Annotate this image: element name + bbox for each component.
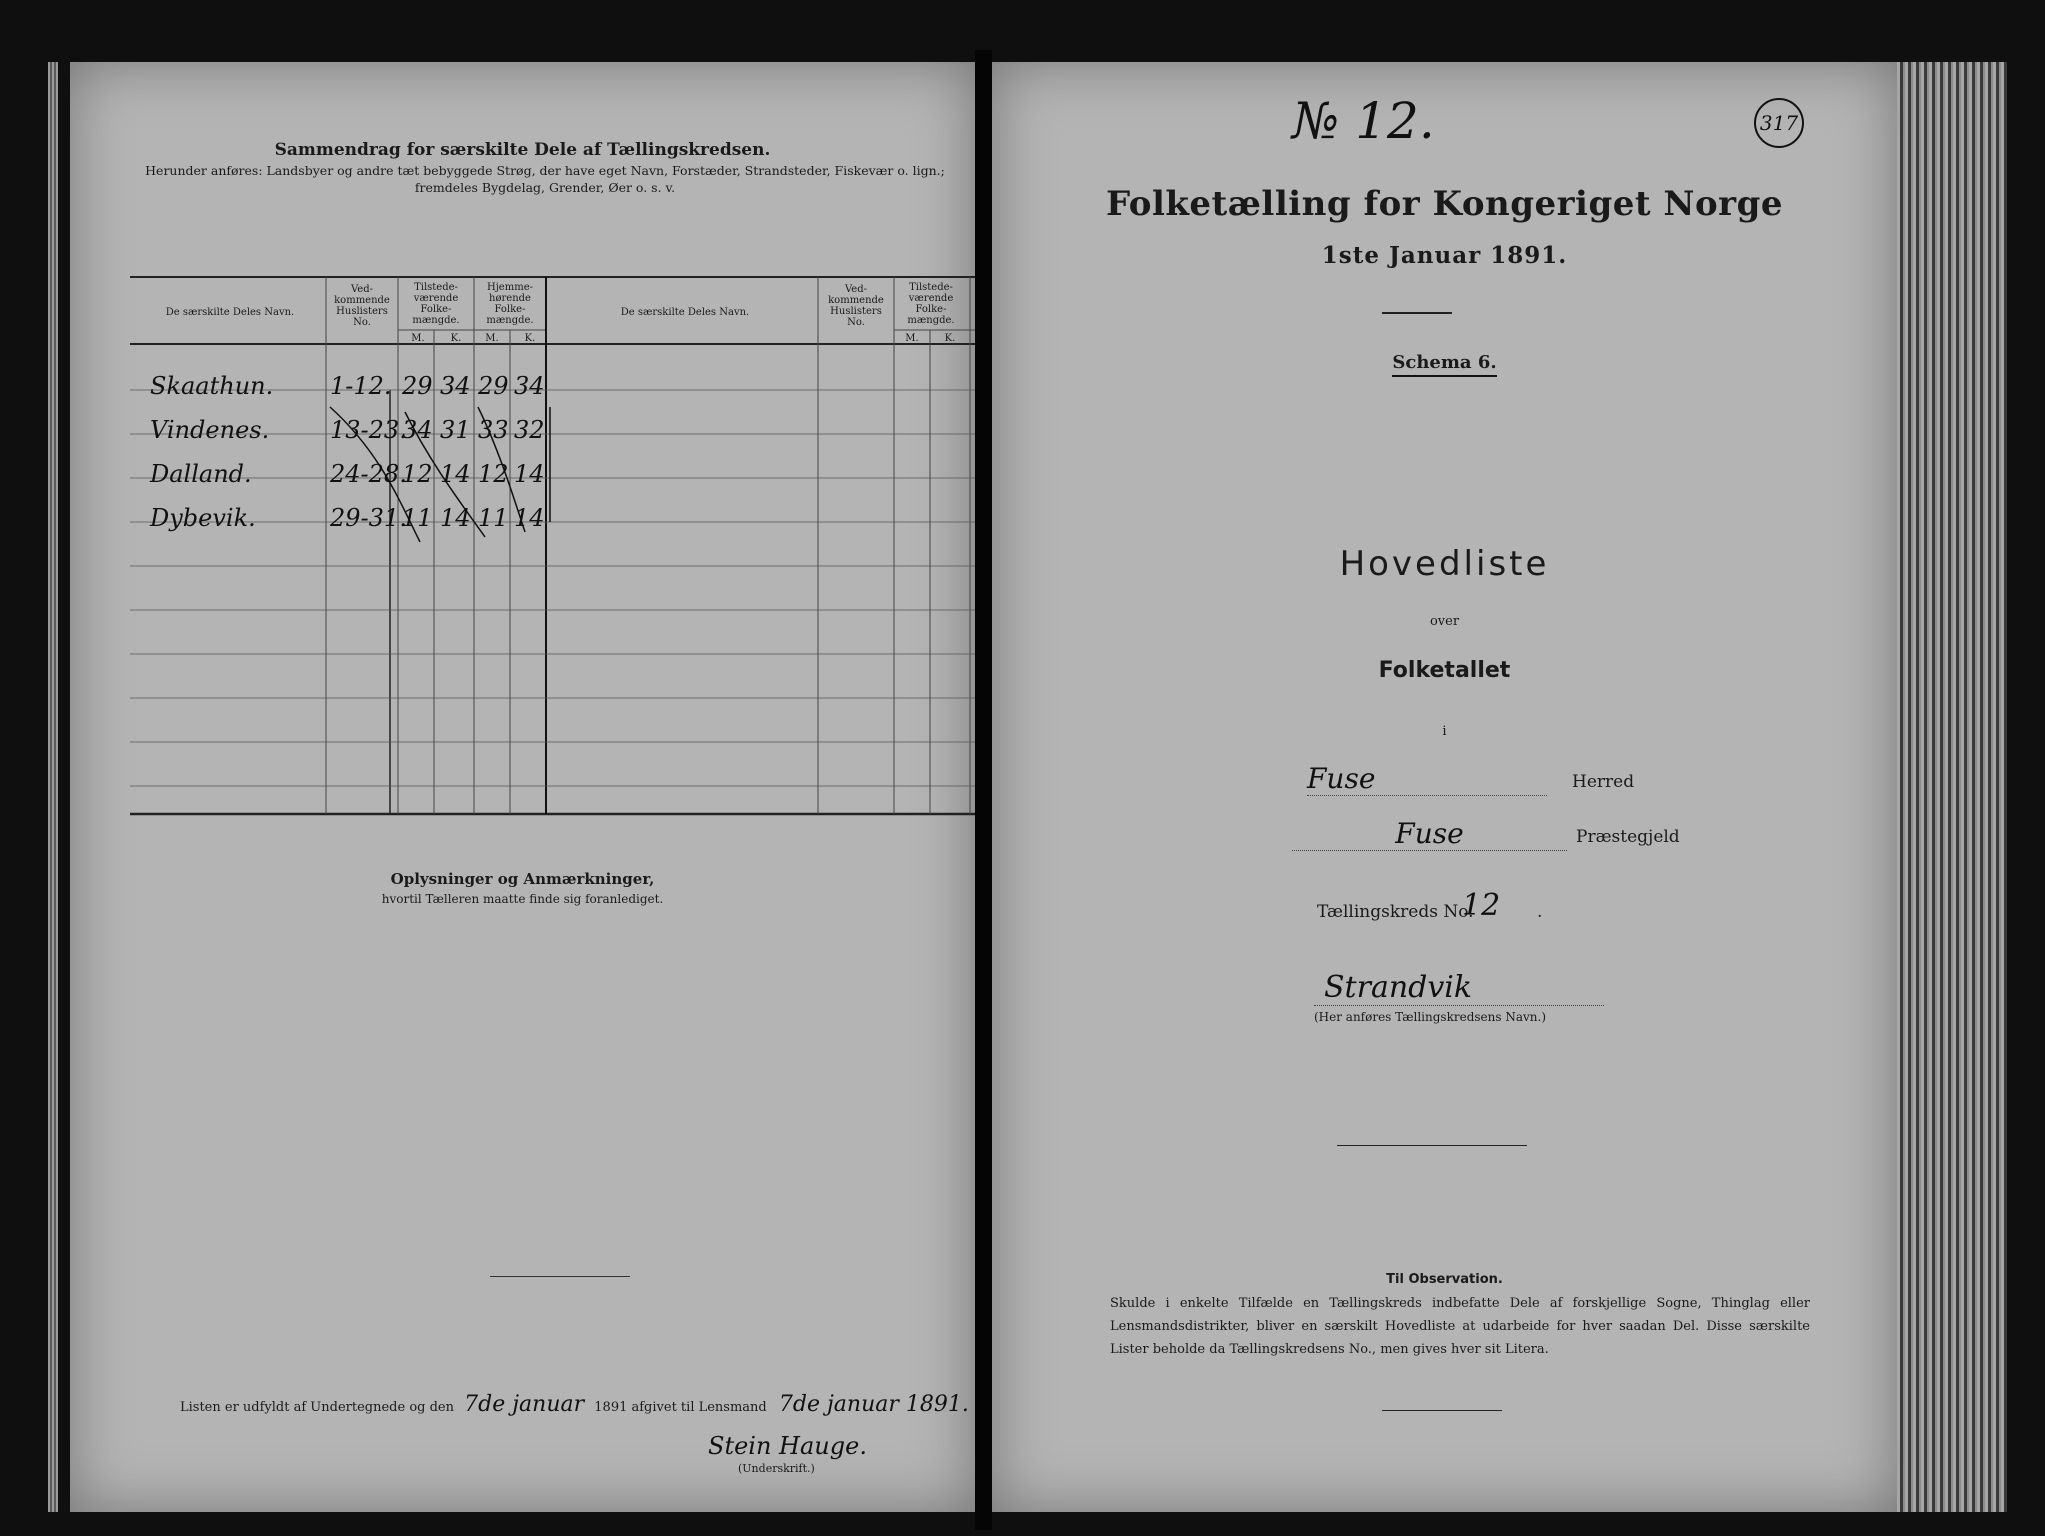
footer-middle: 1891 afgivet til Lensmand	[594, 1400, 767, 1415]
over-text: over	[1429, 614, 1460, 629]
row-household: 13-23.	[330, 416, 407, 444]
row-name: Dalland.	[150, 460, 252, 488]
kreds-dot: .	[1537, 902, 1543, 922]
header-present-m-2: M.	[905, 333, 919, 344]
row-household: 29-31.	[330, 504, 407, 532]
hovedliste-heading: Hovedliste	[1339, 544, 1550, 584]
notes-subtitle: hvortil Tælleren maatte finde sig foranlediget.	[381, 892, 664, 906]
header-present-k-2: K.	[944, 333, 956, 344]
row-resident-m: 12	[478, 460, 509, 488]
row-name: Skaathun.	[150, 372, 274, 400]
summary-subtitle-line1: Herunder anføres: Landsbyer og andre tæt bebyggede Strøg, der have eget Navn, Forstæder, Strandsteder, Fiskevær o. lign.;	[145, 163, 945, 178]
i-text: i	[1442, 724, 1447, 739]
row-resident-k: 32	[514, 416, 545, 444]
footer-line	[180, 1392, 969, 1417]
footer-date1: 7de januar	[464, 1392, 585, 1417]
right-page	[992, 62, 1897, 1512]
header-household-2: Ved-kommende Huslisters No.	[828, 284, 884, 328]
summary-table	[130, 202, 975, 824]
kreds-label: Tællingskreds No.	[1317, 902, 1474, 922]
signature: Stein Hauge.	[708, 1432, 867, 1460]
row-resident-k: 14	[514, 460, 545, 488]
herred-label: Herred	[1572, 772, 1635, 792]
footer-prefix: Listen er udfyldt af Undertegnede og den	[180, 1400, 454, 1415]
header-name-2: De særskilte Deles Navn.	[620, 307, 750, 318]
row-resident-k: 14	[514, 504, 545, 532]
signature-label: (Underskrift.)	[738, 1462, 815, 1475]
row-household: 24-28.	[330, 460, 407, 488]
book-gutter	[975, 50, 992, 1530]
row-resident-k: 34	[514, 372, 545, 400]
header-present-k: K.	[450, 333, 462, 344]
row-present-m: 34	[402, 416, 433, 444]
row-household: 1-12.	[330, 372, 392, 400]
observation-title: Til Observation.	[1386, 1272, 1503, 1287]
left-page	[70, 62, 975, 1512]
folketallet-heading: Folketallet	[1378, 658, 1511, 683]
footer-date2: 7de januar 1891.	[778, 1392, 969, 1417]
herred-field	[1307, 762, 1547, 796]
prestegjeld-label: Præstegjeld	[1576, 827, 1680, 847]
register-number: № 12.	[1292, 92, 1435, 150]
row-present-k: 14	[440, 504, 471, 532]
observation-text: Skulde i enkelte Tilfælde en Tællingskreds indbefatte Dele af forskjellige Sogne, Thinglag eller Lensmandsdistrikter, bliver en særskilt Hovedliste at udarbeide for hver saadan Del. Disse særskilte Lister beholde da Tællingskredsens No., men gives hver sit Litera.	[1110, 1296, 1810, 1357]
schema-text: Schema 6.	[1392, 352, 1496, 377]
row-resident-m: 33	[478, 416, 509, 444]
header-resident: Hjemme-hørende Folke-mængde.	[486, 282, 534, 326]
row-resident-m: 11	[478, 504, 509, 532]
kreds-name: Strandvik	[1324, 970, 1473, 1005]
header-household: Ved-kommende Huslisters No.	[334, 284, 390, 328]
summary-subtitle-line2: fremdeles Bygdelag, Grender, Øer o. s. v.	[414, 180, 676, 195]
summary-title: Sammendrag for særskilte Dele af Tællingskredsen.	[274, 140, 771, 160]
notes-title: Oplysninger og Anmærkninger,	[390, 870, 655, 888]
header-resident-m: M.	[485, 333, 499, 344]
herred-value: Fuse	[1307, 762, 1376, 795]
divider	[490, 1276, 630, 1277]
divider	[1382, 312, 1452, 314]
prestegjeld-value: Fuse	[1395, 817, 1464, 850]
row-present-k: 31	[440, 416, 471, 444]
prestegjeld-field	[1292, 817, 1567, 851]
census-title: Folketælling for Kongeriget Norge	[1105, 184, 1783, 224]
row-present-m: 29	[402, 372, 433, 400]
census-date: 1ste Januar 1891.	[1321, 242, 1568, 269]
folio-stamp: 317	[1754, 98, 1804, 148]
row-resident-m: 29	[478, 372, 509, 400]
divider	[1337, 1145, 1527, 1146]
header-resident-k: K.	[524, 333, 536, 344]
summary-subtitle	[125, 162, 965, 196]
schema-label	[992, 352, 1897, 373]
header-present: Tilstede-værende Folke-mængde.	[412, 282, 460, 326]
kreds-name-field	[1314, 970, 1604, 1006]
header-name: De særskilte Deles Navn.	[165, 307, 295, 318]
row-present-k: 34	[440, 372, 471, 400]
header-present-2: Tilstede-værende Folke-mængde.	[907, 282, 955, 326]
row-name: Dybevik.	[150, 504, 256, 532]
row-present-m: 11	[402, 504, 433, 532]
row-name: Vindenes.	[150, 416, 270, 444]
row-present-k: 14	[440, 460, 471, 488]
kreds-value: 12	[1462, 888, 1501, 923]
left-page-edge	[48, 62, 58, 1512]
right-page-edge	[1897, 62, 2007, 1512]
header-present-m: M.	[411, 333, 425, 344]
row-present-m: 12	[402, 460, 433, 488]
kreds-name-label: (Her anføres Tællingskredsens Navn.)	[1314, 1010, 1547, 1024]
divider	[1382, 1410, 1502, 1411]
